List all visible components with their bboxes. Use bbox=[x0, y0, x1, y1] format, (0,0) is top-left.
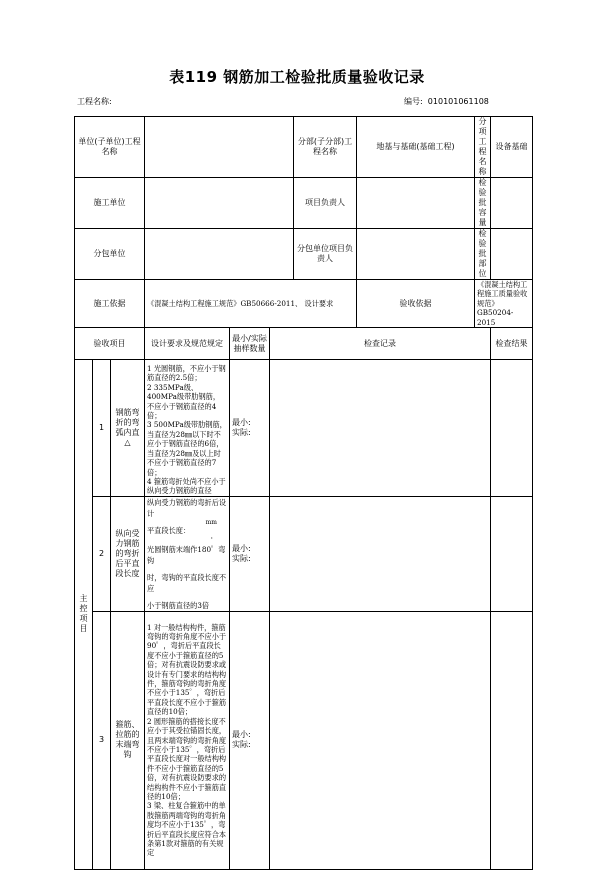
construction-basis-label: 施工依据 bbox=[75, 280, 145, 328]
col-result-header: 检查结果 bbox=[491, 328, 533, 360]
row-check-record[interactable] bbox=[270, 611, 491, 869]
row-item-name: 钢筋弯折的弯弧内直△ bbox=[111, 360, 145, 497]
sub-pm-value[interactable] bbox=[357, 229, 475, 280]
row-standard-text: 1 光圆钢筋，不应小于钢筋直径的2.5倍； 2 335MPa级、400MPa级带肋钢筋，不应小于钢筋直径的4倍； 3 500MPa级带肋钢筋，当直径为28㎜以下时不应小于钢筋直径的6倍，当直径为28㎜及以上时不应小于钢筋直径的7倍； 4 箍筋弯折处尚不应小于纵向受力钢筋的直径 bbox=[145, 360, 230, 497]
standard-dot: · bbox=[210, 533, 213, 543]
row-sample-cell bbox=[230, 496, 270, 611]
subcontractor-label: 分包单位 bbox=[75, 229, 145, 280]
sample-actual-label: 实际: bbox=[232, 740, 251, 750]
table-row bbox=[75, 360, 533, 497]
project-manager-label: 项目负责人 bbox=[294, 178, 357, 229]
constructor-label: 施工单位 bbox=[75, 178, 145, 229]
batch-location-label: 检验批部位 bbox=[475, 229, 491, 280]
row-number: 2 bbox=[93, 496, 111, 611]
batch-capacity-label: 检验批容量 bbox=[475, 178, 491, 229]
col-design-header: 设计要求及规范规定 bbox=[145, 328, 230, 360]
standard-line: 小于钢筋直径的3倍 bbox=[147, 600, 210, 610]
subdivision-label: 分部(子分部)工程名称 bbox=[294, 117, 357, 178]
project-name-label: 工程名称: bbox=[77, 97, 112, 106]
unit-name-label: 单位(子单位)工程名称 bbox=[75, 117, 145, 178]
acceptance-record-table bbox=[74, 116, 533, 870]
col-sample-header: 最小/实际抽样数量 bbox=[230, 328, 270, 360]
standard-line: 纵向受力钢筋的弯折后设计 bbox=[147, 497, 227, 518]
main-control-group-label bbox=[75, 360, 93, 870]
sub-item-label: 分项工程名称 bbox=[475, 117, 491, 178]
row-check-result[interactable] bbox=[491, 360, 533, 497]
sub-item-value: 设备基础 bbox=[491, 117, 533, 178]
col-record-header: 检查记录 bbox=[270, 328, 491, 360]
row-standard-text bbox=[145, 496, 230, 611]
constructor-value[interactable] bbox=[145, 178, 294, 229]
project-manager-value[interactable] bbox=[357, 178, 475, 229]
code-value: 010101061108 bbox=[427, 97, 489, 106]
subcontractor-value[interactable] bbox=[145, 229, 294, 280]
row-check-result[interactable] bbox=[491, 496, 533, 611]
batch-capacity-value[interactable] bbox=[491, 178, 533, 229]
record-code bbox=[404, 96, 489, 107]
acceptance-basis-label: 验收依据 bbox=[357, 280, 475, 328]
main-control-text: 主控项目 bbox=[79, 594, 88, 634]
sample-actual-label: 实际: bbox=[232, 427, 251, 437]
sample-min-label: 最小: bbox=[232, 417, 251, 427]
sub-pm-label: 分包单位项目负责人 bbox=[294, 229, 357, 280]
sample-actual-label: 实际: bbox=[232, 553, 251, 563]
subdivision-value: 地基与基础(基础工程) bbox=[357, 117, 475, 178]
row-item-name: 纵向受力钢筋的弯折后平直段长度 bbox=[111, 496, 145, 611]
unit-name-value[interactable] bbox=[145, 117, 294, 178]
row-number: 1 bbox=[93, 360, 111, 497]
standard-line-text: 平直段长度： bbox=[147, 525, 191, 535]
row-check-result[interactable] bbox=[491, 611, 533, 869]
standard-line: 光圆钢筋末端作180゜弯钩 bbox=[147, 544, 226, 565]
row-standard-text: 1 对一般结构构件，箍筋弯钩的弯折角度不应小于90゜，弯折后平直段长度不应小于箍筋直径的5倍；对有抗震设防要求或设计有专门要求的结构构件，箍筋弯钩的弯折角度不应小于135゜，弯折后平直段长度不应小于箍筋直径的10倍； 2 圆形箍筋的搭接长度不应小于其受拉锚固长度，且两末端弯钩的弯折角度不应小于135゜，弯折后平直段长度对一般结构构件不应小于箍筋直径的5倍，对有抗震设防要求的结构构件不应小于箍筋直径的10倍； 3 梁、柱复合箍筋中的单肢箍筋两端弯钩的弯折角度均不应小于135゜，弯折后平直段长度应符合本条第1款对箍筋的有关规定 bbox=[145, 611, 230, 869]
code-label: 编号: bbox=[404, 97, 423, 106]
acceptance-basis-value: 《混凝土结构工程施工质量验收规范》GB50204-2015 bbox=[475, 280, 533, 328]
col-item-header: 验收项目 bbox=[75, 328, 145, 360]
unit-mm: mm bbox=[205, 518, 217, 526]
batch-location-value[interactable] bbox=[491, 229, 533, 280]
row-check-record[interactable] bbox=[270, 496, 491, 611]
sample-min-label: 最小: bbox=[232, 543, 251, 553]
row-item-name: 箍筋、拉筋的末端弯钩 bbox=[111, 611, 145, 869]
table-row bbox=[75, 611, 533, 869]
sample-min-label: 最小: bbox=[232, 730, 251, 740]
row-number: 3 bbox=[93, 611, 111, 869]
standard-line bbox=[147, 518, 227, 536]
row-sample-cell bbox=[230, 360, 270, 497]
row-check-record[interactable] bbox=[270, 360, 491, 497]
standard-line: 时，弯钩的平直段长度不应 bbox=[147, 572, 227, 593]
page-title: 表119 钢筋加工检验批质量验收记录 bbox=[169, 68, 425, 86]
row-sample-cell bbox=[230, 611, 270, 869]
construction-basis-value: 《混凝土结构工程施工规范》GB50666-2011、 设计要求 bbox=[145, 280, 357, 328]
table-row bbox=[75, 496, 533, 611]
